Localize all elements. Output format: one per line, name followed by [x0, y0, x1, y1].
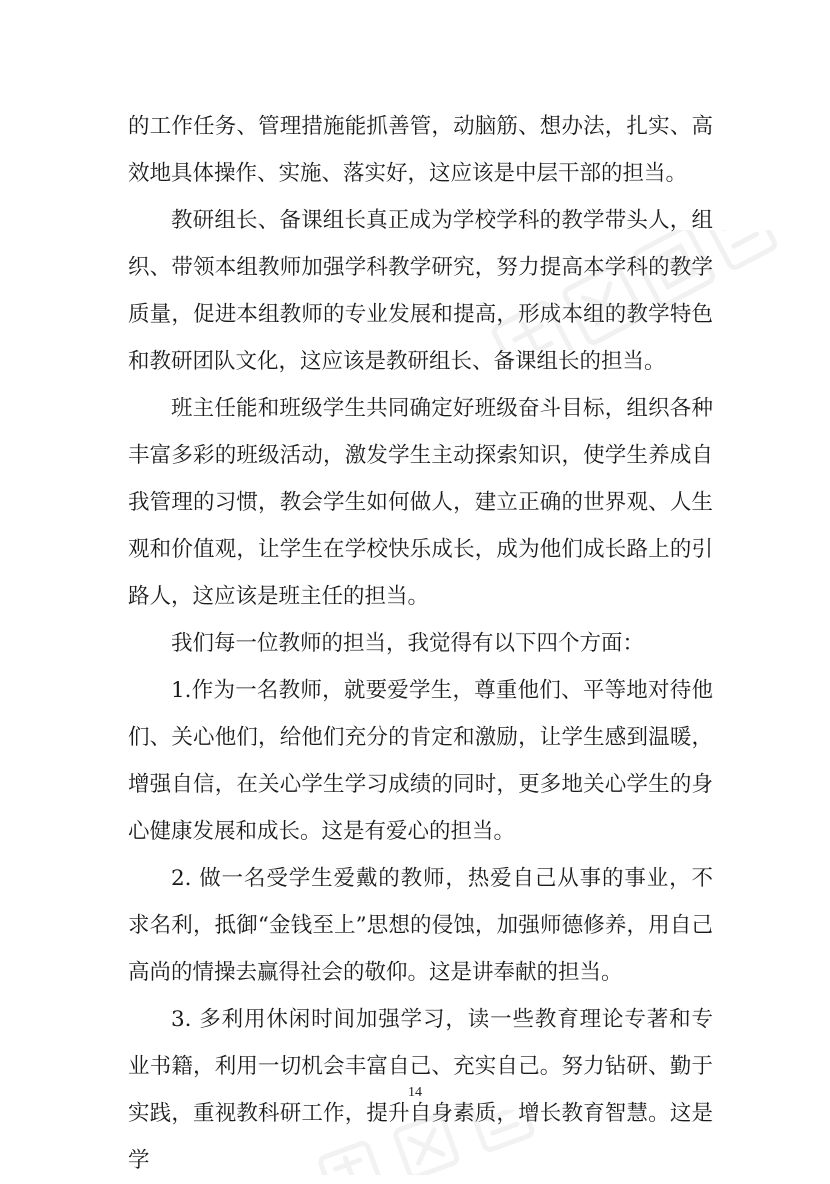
paragraph-four-aspects-intro: 我们每一位教师的担当，我觉得有以下四个方面： [171, 631, 645, 656]
paragraph-point-1: 1.作为一名教师，就要爱学生，尊重他们、平等地对待他们、关心他们，给他们充分的肯定和激励，让学生感到温暖，增强自信，在关心学生学习成绩的同时，更多地关心学生的身心健康发展和成长。这是有爱心的担当。 [128, 678, 713, 844]
paragraph-continuation: 的工作任务、管理措施能抓善管，动脑筋、想办法，扎实、高效地具体操作、实施、落实好，这应该是中层干部的担当。 [128, 114, 713, 186]
paragraph-point-3: 3. 多利用休闲时间加强学习，读一些教育理论专著和专业书籍，利用一切机会丰富自己、充实自己。努力钻研、勤于实践，重视教科研工作，提升自身素质，增长教育智慧。这是学 [128, 1007, 713, 1173]
document-body [128, 103, 713, 1184]
paragraph-class-teacher: 班主任能和班级学生共同确定好班级奋斗目标，组织各种丰富多彩的班级活动，激发学生主动探索知识，使学生养成自我管理的习惯，教会学生如何做人，建立正确的世界观、人生观和价值观，让学生在学校快乐成长，成为他们成长路上的引路人，这应该是班主任的担当。 [128, 396, 713, 609]
paragraph-point-2: 2. 做一名受学生爱戴的教师，热爱自己从事的事业，不求名利，抵御“金钱至上”思想的侵蚀，加强师德修养，用自己高尚的情操去赢得社会的敬仰。这是讲奉献的担当。 [128, 866, 713, 985]
page-number: 14 [408, 1085, 422, 1100]
paragraph-teaching-group-leaders: 教研组长、备课组长真正成为学校学科的教学带头人，组织、带领本组教师加强学科教学研究，努力提高本学科的教学质量，促进本组教师的专业发展和提高，形成本组的教学特色和教研团队文化，这应该是教研组长、备课组长的担当。 [128, 208, 713, 374]
